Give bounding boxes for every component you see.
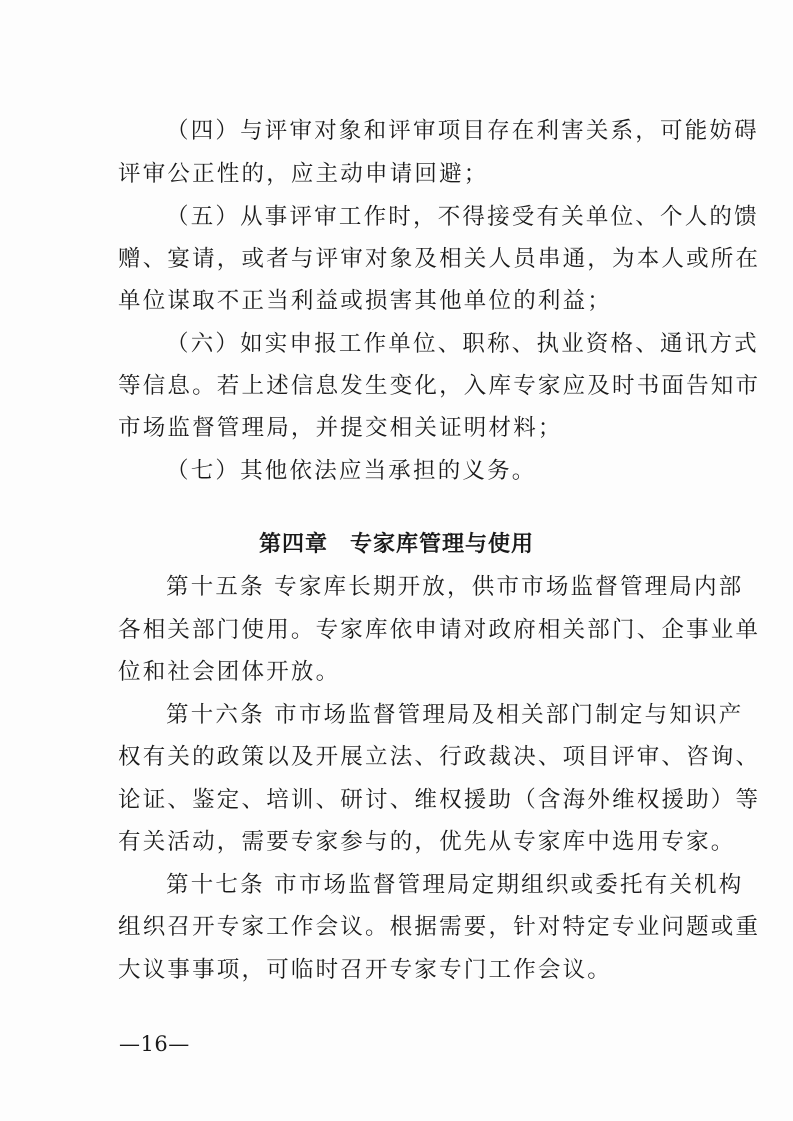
clause-5-line-1: （五）从事评审工作时，不得接受有关单位、个人的馈	[166, 204, 759, 230]
page-number: —16—	[119, 1032, 190, 1056]
article-16-line-2: 权有关的政策以及开展立法、行政裁决、项目评审、咨询、	[118, 744, 761, 770]
article-16-line-1: 第十六条 市市场监督管理局及相关部门制定与知识产	[166, 702, 744, 728]
article-17-line-1: 第十七条 市市场监督管理局定期组织或委托有关机构	[166, 872, 744, 898]
clause-6-line-2: 等信息。若上述信息发生变化，入库专家应及时书面告知市	[118, 373, 761, 399]
clause-5-line-2: 赠、宴请，或者与评审对象及相关人员串通，为本人或所在	[118, 246, 761, 272]
article-16-line-4: 有关活动，需要专家参与的，优先从专家库中选用专家。	[118, 829, 736, 855]
clause-4-line-1: （四）与评审对象和评审项目存在利害关系，可能妨碍	[166, 118, 759, 144]
article-15-line-1: 第十五条 专家库长期开放，供市市场监督管理局内部	[166, 574, 744, 600]
clause-6-line-3: 市场监督管理局，并提交相关证明材料；	[118, 415, 563, 441]
article-16-line-3: 论证、鉴定、培训、研讨、维权援助（含海外维权援助）等	[118, 787, 761, 813]
chapter-title: 专家库管理与使用	[350, 532, 535, 557]
clause-6-line-1: （六）如实申报工作单位、职称、执业资格、通讯方式	[166, 331, 759, 357]
article-17-line-2: 组织召开专家工作会议。根据需要，针对特定专业问题或重	[118, 914, 761, 940]
article-17-line-3: 大议事事项，可临时召开专家专门工作会议。	[118, 957, 613, 983]
clause-4-line-2: 评审公正性的，应主动申请回避；	[118, 161, 489, 187]
clause-5-line-3: 单位谋取不正当利益或损害其他单位的利益；	[118, 288, 613, 314]
clause-7-line-1: （七）其他依法应当承担的义务。	[166, 458, 537, 484]
article-15-line-3: 位和社会团体开放。	[118, 659, 341, 685]
article-15-line-2: 各相关部门使用。专家库依申请对政府相关部门、企事业单	[118, 617, 761, 643]
chapter-number: 第四章	[258, 532, 328, 557]
chapter-heading	[0, 531, 793, 559]
